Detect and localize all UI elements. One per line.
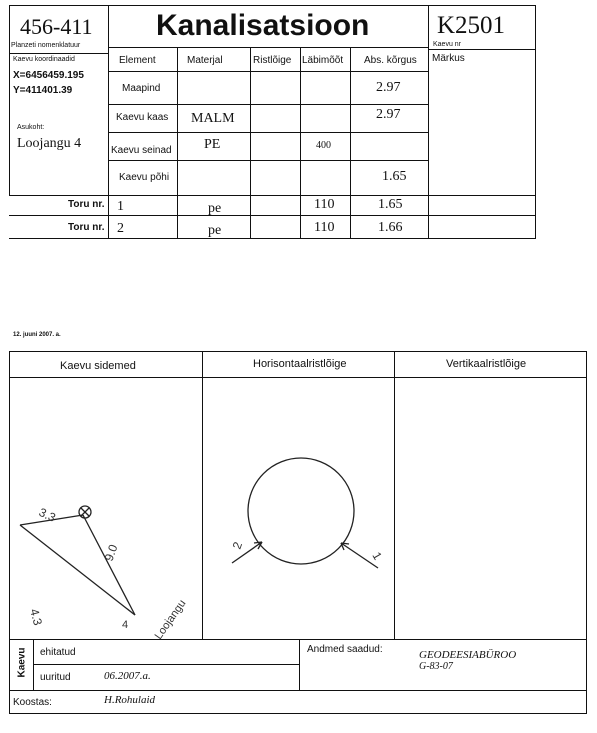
footer-kaevu-vertical: Kaevu — [16, 647, 28, 678]
col-header-ristloige: Ristlõige — [253, 55, 292, 66]
planzeti-number: 456-411 — [20, 14, 93, 39]
andmed-label: Andmed saadud: — [307, 644, 383, 655]
pipe-materjal: pe — [208, 201, 222, 216]
row-abs: 2.97 — [376, 80, 401, 95]
asukoht-value: Loojangu 4 — [17, 136, 82, 151]
sketch-dist-left: 4.3 — [27, 607, 45, 627]
y-coordinate: Y=411401.39 — [13, 85, 73, 96]
coords-label: Kaevu koordinaadid — [13, 56, 75, 63]
uuritud-label: uuritud — [40, 672, 71, 683]
pipe-nr: 2 — [117, 221, 124, 236]
planzeti-label: Planzeti nomenklatuur — [11, 42, 81, 49]
sketch-pipe-left: 2 — [229, 539, 246, 552]
koostas-label: Koostas: — [13, 697, 52, 708]
ehitatud-label: ehitatud — [40, 647, 76, 658]
pipe-abs: 1.66 — [378, 220, 403, 235]
koostas-value: H.Rohulaid — [104, 694, 156, 706]
sketch-dist-right: 9.0 — [101, 542, 121, 564]
uuritud-value: 06.2007.a. — [104, 670, 151, 682]
panel-title-horisontaal: Horisontaalristlõige — [253, 358, 347, 370]
row-element: Kaevu seinad — [111, 145, 172, 156]
row-materjal: PE — [204, 137, 221, 152]
row-element: Maapind — [122, 83, 161, 94]
sketch-street: Loojangu — [152, 597, 189, 642]
andmed-value-2: G-83-07 — [419, 661, 453, 672]
asukoht-label: Asukoht: — [17, 124, 45, 131]
x-coordinate: X=6456459.195 — [13, 70, 84, 81]
kaevu-number: K2501 — [437, 12, 506, 39]
row-abs: 1.65 — [382, 169, 407, 184]
sketch-corner-number: 4 — [122, 619, 129, 631]
row-labimoot: 400 — [316, 140, 331, 151]
pipe-labimoot: 110 — [314, 197, 335, 212]
row-element: Kaevu põhi — [119, 172, 170, 183]
panel-title-sidemed: Kaevu sidemed — [60, 360, 136, 372]
page-title: Kanalisatsioon — [156, 9, 370, 42]
kaevu-label: Kaevu nr — [433, 41, 462, 48]
pipe-materjal: pe — [208, 223, 222, 238]
col-header-materjal: Materjal — [187, 55, 223, 66]
pipe-label: Toru nr. — [68, 222, 105, 233]
pipe-label: Toru nr. — [68, 199, 105, 210]
pipe-abs: 1.65 — [378, 197, 403, 212]
pipe-nr: 1 — [117, 199, 124, 214]
andmed-value-1: GEODEESIABÜROO — [419, 649, 517, 661]
col-header-labimoot: Läbimõõt — [302, 55, 344, 66]
row-abs: 2.97 — [376, 107, 401, 122]
sheet-date: 12. juuni 2007. a. — [13, 332, 61, 338]
panel-title-vertikaal: Vertikaalristlõige — [446, 358, 527, 370]
pipe-labimoot: 110 — [314, 220, 335, 235]
row-element: Kaevu kaas — [116, 112, 169, 123]
col-header-abs-korgus: Abs. kõrgus — [364, 55, 417, 66]
col-header-markus: Märkus — [432, 53, 465, 64]
sketch-pipe-right: 1 — [369, 549, 385, 563]
col-header-element: Element — [119, 55, 156, 66]
sketch-dist-top: 3.3 — [36, 505, 58, 525]
row-materjal: MALM — [191, 111, 235, 126]
